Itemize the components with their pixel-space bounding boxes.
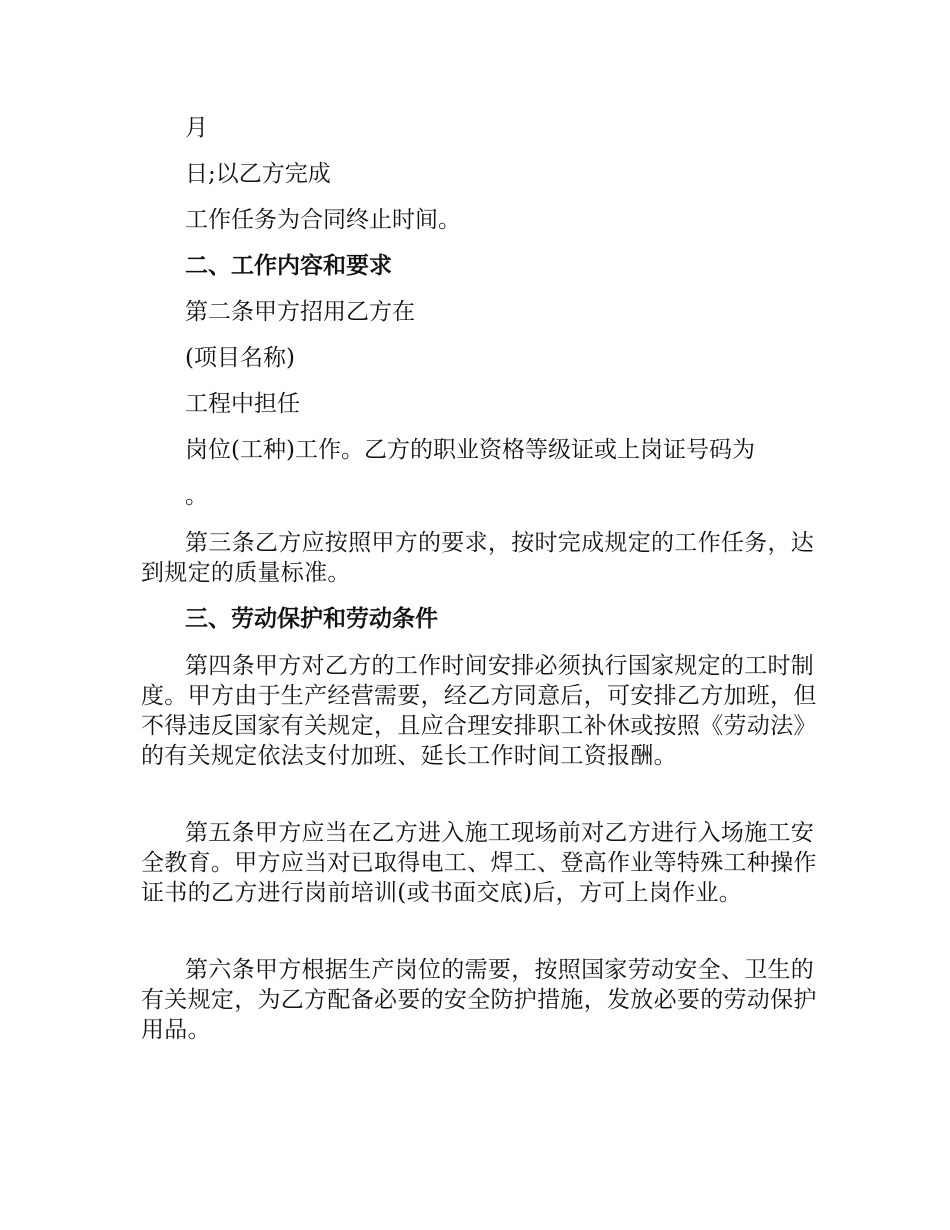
paragraph-article-4: 第四条甲方对乙方的工作时间安排必须执行国家规定的工时制度。甲方由于生产经营需要，经乙方同意后，可安排乙方加班，但不得违反国家有关规定，且应合理安排职工补休或按照《劳动法》的有关规定依法支付加班、延长工作时间工资报酬。 [141,653,817,769]
line-article-2-start: 第二条甲方招用乙方在 [185,299,415,325]
line-task-end: 工作任务为合同终止时间。 [185,207,461,233]
line-post: 岗位(工种)工作。乙方的职业资格等级证或上岗证号码为 [185,437,755,463]
section-3-title: 三、劳动保护和劳动条件 [185,605,438,632]
section-2-title: 二、工作内容和要求 [185,252,392,279]
paragraph-article-5: 第五条甲方应当在乙方进入施工现场前对乙方进行入场施工安全教育。甲方应当对已取得电工、焊工、登高作业等特殊工种操作证书的乙方进行岗前培训(或书面交底)后，方可上岗作业。 [141,820,817,906]
line-period: 。 [185,483,208,509]
paragraph-article-6: 第六条甲方根据生产岗位的需要，按照国家劳动安全、卫生的有关规定，为乙方配备必要的安全防护措施，发放必要的劳动保护用品。 [141,957,817,1043]
line-day-clause: 日;以乙方完成 [185,161,331,187]
line-project-name: (项目名称) [185,345,295,371]
paragraph-article-3: 第三条乙方应按照甲方的要求，按时完成规定的工作任务，达到规定的质量标准。 [141,530,815,586]
line-project-role: 工程中担任 [185,391,300,417]
line-month: 月 [185,115,208,141]
